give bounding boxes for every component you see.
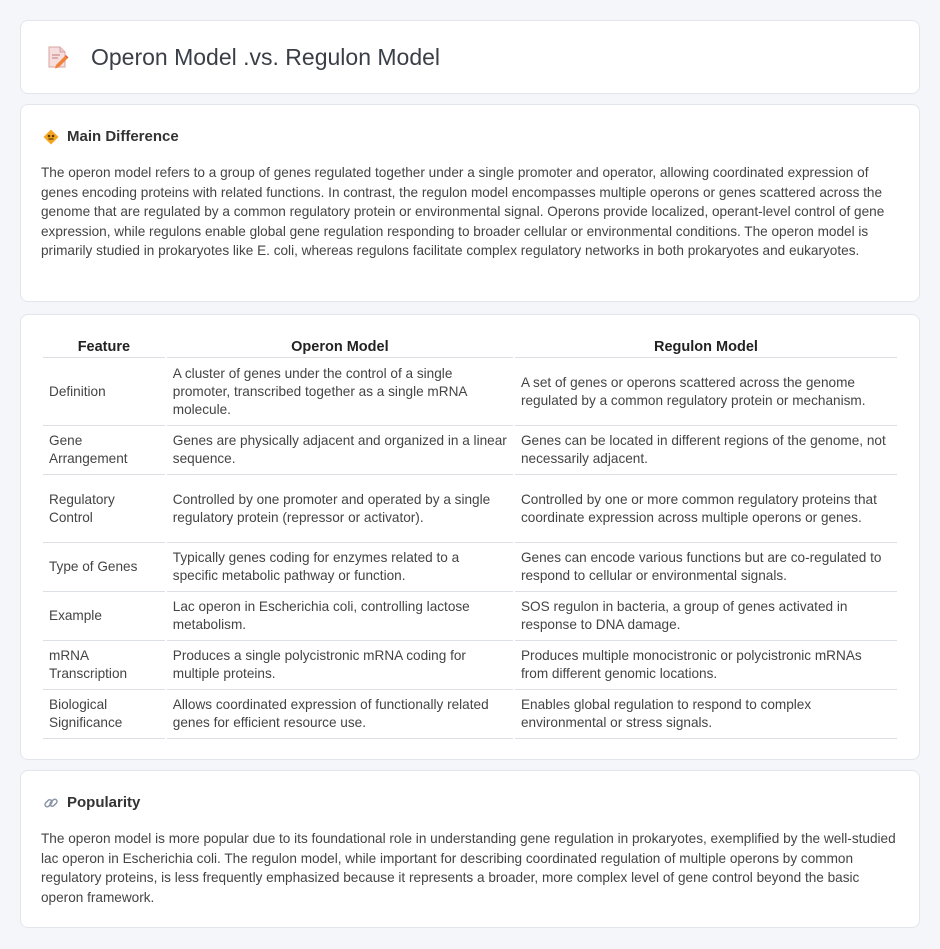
operon-cell: A cluster of genes under the control of a single promoter, transcribed together as a single mRNA molecule. [167, 358, 513, 426]
title-row [21, 21, 919, 93]
main-difference-title: Main Difference [67, 128, 179, 145]
page-title: Operon Model .vs. Regulon Model [91, 43, 441, 70]
operon-cell: Lac operon in Escherichia coli, controlling lactose metabolism. [167, 592, 513, 641]
diamond-sign-icon [43, 129, 59, 145]
feature-cell: mRNA Transcription [43, 641, 165, 690]
regulon-cell: A set of genes or operons scattered across the genome regulated by a common regulatory protein or mechanism. [515, 358, 897, 426]
operon-cell: Controlled by one promoter and operated by a single regulatory protein (repressor or activator). [167, 475, 513, 543]
feature-cell: Regulatory Control [43, 475, 165, 543]
comparison-table [41, 336, 899, 739]
table-row [43, 641, 897, 690]
header-card [20, 20, 920, 94]
popularity-title: Popularity [67, 794, 141, 811]
operon-cell: Genes are physically adjacent and organized in a linear sequence. [167, 426, 513, 475]
feature-cell: Gene Arrangement [43, 426, 165, 475]
feature-cell: Biological Significance [43, 690, 165, 739]
main-difference-card [20, 104, 920, 302]
comparison-card [20, 314, 920, 760]
regulon-cell: Enables global regulation to respond to complex environmental or stress signals. [515, 690, 897, 739]
header-feature: Feature [43, 336, 165, 358]
document-pen-icon [47, 45, 69, 69]
regulon-cell: Genes can be located in different regions of the genome, not necessarily adjacent. [515, 426, 897, 475]
regulon-cell: Produces multiple monocistronic or polycistronic mRNAs from different genomic locations. [515, 641, 897, 690]
table-header-row [43, 336, 897, 358]
table-row [43, 592, 897, 641]
operon-cell: Typically genes coding for enzymes related to a specific metabolic pathway or function. [167, 543, 513, 592]
table-row [43, 690, 897, 739]
popularity-heading [43, 794, 919, 811]
main-difference-text: The operon model refers to a group of genes regulated together under a single promoter and operator, allowing coordinated expression of genes encoding proteins with related functions. In contrast, the regulon model encompasses multiple operons or genes scattered across the genome that are regulated by a common regulatory protein or environmental signal. Operons provide localized, operant-level control of gene expression, while regulons enable global gene regulation responding to broader cellular or environmental conditions. The operon model is primarily studied in prokaryotes like E. coli, whereas regulons facilitate complex regulatory networks in both prokaryotes and eukaryotes. [41, 165, 885, 258]
popularity-text: The operon model is more popular due to its foundational role in understanding gene regulation in prokaryotes, exemplified by the well-studied lac operon in Escherichia coli. The regulon model, while important for describing coordinated regulation of multiple operons by common regulatory proteins, is less frequently emphasized because it represents a broader, more complex level of gene control beyond the basic operon framework. [41, 831, 896, 905]
link-icon [43, 795, 59, 811]
feature-cell: Example [43, 592, 165, 641]
operon-cell: Produces a single polycistronic mRNA coding for multiple proteins. [167, 641, 513, 690]
header-operon: Operon Model [167, 336, 513, 358]
header-regulon: Regulon Model [515, 336, 897, 358]
regulon-cell: Controlled by one or more common regulatory proteins that coordinate expression across multiple operons or genes. [515, 475, 897, 543]
feature-cell: Type of Genes [43, 543, 165, 592]
regulon-cell: SOS regulon in bacteria, a group of genes activated in response to DNA damage. [515, 592, 897, 641]
table-row [43, 426, 897, 475]
popularity-card [20, 770, 920, 928]
table-row [43, 543, 897, 592]
table-row [43, 475, 897, 543]
main-difference-heading [43, 128, 919, 145]
operon-cell: Allows coordinated expression of functionally related genes for efficient resource use. [167, 690, 513, 739]
table-row [43, 358, 897, 426]
feature-cell: Definition [43, 358, 165, 426]
regulon-cell: Genes can encode various functions but are co-regulated to respond to cellular or environmental signals. [515, 543, 897, 592]
